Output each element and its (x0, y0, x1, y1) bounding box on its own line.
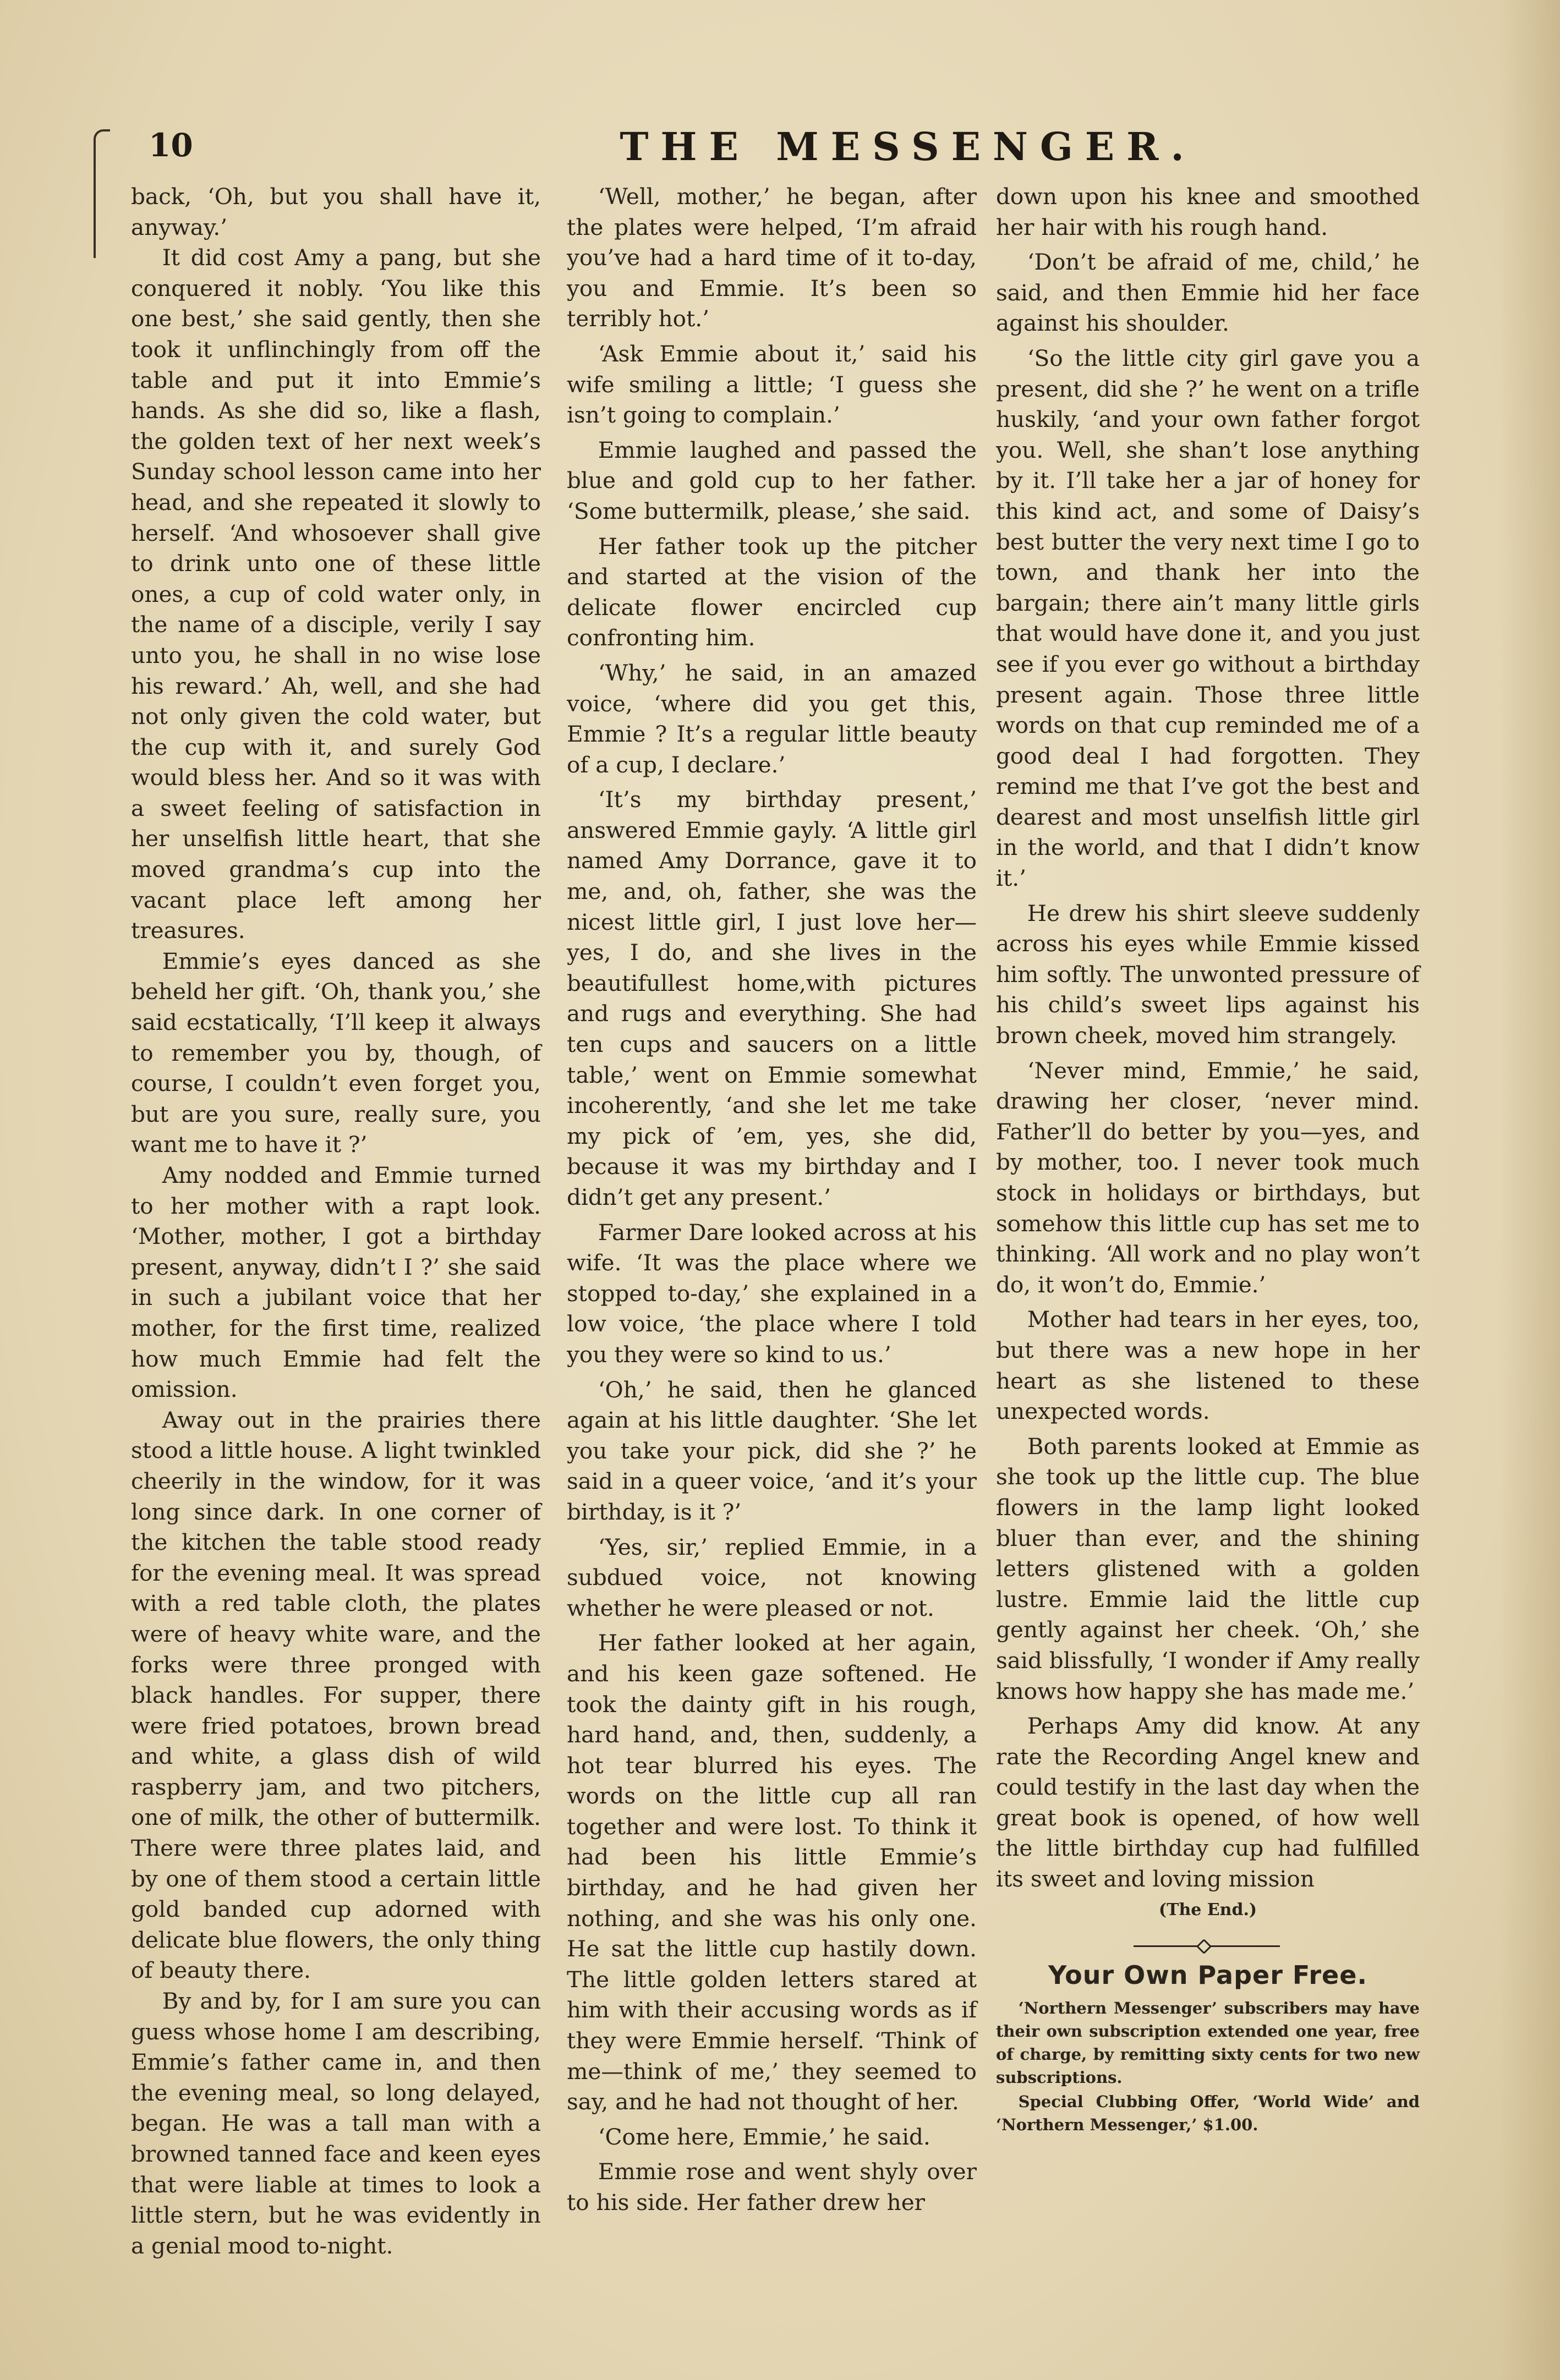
page-number: 10 (149, 127, 193, 164)
paragraph: Emmie rose and went shyly over to his side. Her father drew her (567, 2158, 977, 2216)
paragraph: Mother had tears in her eyes, too, but there was a new hope in her heart as she listened to these unexpected words. (996, 1306, 1420, 1425)
paragraph: ‘Yes, sir,’ replied Emmie, in a subdued voice, not knowing whether he were pleased or not. (567, 1533, 977, 1621)
masthead-title: THE MESSENGER. (620, 124, 1196, 169)
paragraph: ‘Ask Emmie about it,’ said his wife smiling a little; ‘I guess she isn’t going to complain.’ (567, 340, 977, 429)
paragraph: Both parents looked at Emmie as she took up the little cup. The blue flowers in the lamp light looked bluer than ever, and the shining letters glistened with a golden lustre. Emmie laid the little cup gently against her cheek. ‘Oh,’ she said blissfully, ‘I wonder if Amy really knows how happy she has made me.’ (996, 1433, 1420, 1704)
paragraph: Her father looked at her again, and his keen gaze softened. He took the dainty gift in his rough, hard hand, and, then, suddenly, a hot tear blurred his eyes. The words on the little cup all ran together and were lost. To think it had been his little Emmie’s birthday, and he had given her nothing, and she was his only one. He sat the little cup hastily down. The little golden letters stared at him with their accusing words as if they were Emmie herself. ‘Think of me—think of me,’ they seemed to say, and he had not thought of her. (567, 1630, 977, 2115)
paragraph: He drew his shirt sleeve suddenly across his eyes while Emmie kissed him softly. The unwonted pressure of his child’s sweet lips against his brown cheek, moved him strangely. (996, 900, 1420, 1049)
paragraph: Her father took up the pitcher and started at the vision of the delicate flower encircled cup confronting him. (567, 533, 977, 651)
ad-title: Your Own Paper Free. (1048, 1960, 1367, 1990)
paragraph: ‘Don’t be afraid of me, child,’ he said, and then Emmie hid her face against his shoulder. (996, 249, 1420, 337)
paragraph: Emmie laughed and passed the blue and gold cup to her father. ‘Some buttermilk, please,’ she said. (567, 436, 977, 524)
paragraph: ‘Never mind, Emmie,’ he said, drawing her closer, ‘never mind. Father’ll do better by you—yes, and by mother, too. I never took much stock in holidays or birthdays, but somehow this little cup has set me to thinking. ‘All work and no play won’t do, it won’t do, Emmie.’ (996, 1057, 1420, 1298)
paragraph: Amy nodded and Emmie turned to her mother with a rapt look. ‘Mother, mother, I got a birthday present, anyway, didn’t I ?’ she said in such a jubilant voice that her mother, for the first time, realized how much Emmie had felt the omission. (131, 1162, 541, 1403)
ad-text: ‘Northern Messenger’ subscribers may have their own subscription extended one year, free of charge, by remitting sixty cents for two new subscriptions. (996, 1998, 1420, 2087)
text-column-3 (996, 182, 1420, 2136)
paragraph: Perhaps Amy did know. At any rate the Recording Angel knew and could testify in the last day when the great book is opened, of how well the little birthday cup had fulfilled its sweet and loving mission (996, 1713, 1420, 1893)
paragraph: down upon his knee and smoothed her hair with his rough hand. (996, 183, 1420, 240)
paragraph: ‘So the little city girl gave you a present, did she ?’ he went on a trifle huskily, ‘and your own father forgot you. Well, she shan’t lose anything by it. I’ll take her a jar of honey for this kind act, and some of Daisy’s best butter the very next time I go to town, and thank her into the bargain; there ain’t many little girls that would have done it, and you just see if you ever go without a birthday present again. Those three little words on that cup reminded me of a good deal I had forgotten. They remind me that I’ve got the best and dearest and most unselfish little girl in the world, and that I didn’t know it.’ (996, 344, 1420, 892)
paragraph: ‘It’s my birthday present,’ answered Emmie gayly. ‘A little girl named Amy Dorrance, gave it to me, and, oh, father, she was the nicest little girl, I just love her—yes, I do, and she lives in the beautifullest home,with pictures and rugs and everything. She had ten cups and saucers on a little table,’ went on Emmie somewhat incoherently, ‘and she let me take my pick of ’em, yes, she did, because it was my birthday and I didn’t get any present.’ (567, 786, 977, 1210)
paragraph: Away out in the prairies there stood a little house. A light twinkled cheerily in the window, for it was long since dark. In one corner of the kitchen the table stood ready for the evening meal. It was spread with a red table cloth, the plates were of heavy white ware, and the forks were three pronged with black handles. For supper, there were fried potatoes, brown bread and white, a glass dish of wild raspberry jam, and two pitchers, one of milk, the other of buttermilk. There were three plates laid, and by one of them stood a certain little gold banded cup adorned with delicate blue flowers, the only thing of beauty there. (131, 1406, 541, 1984)
text-column-2 (567, 182, 977, 2218)
paragraph: back, ‘Oh, but you shall have it, anyway.’ (131, 183, 541, 240)
end-mark: (The End.) (1158, 1900, 1257, 1920)
rule-line-right (1209, 1945, 1280, 1947)
ornamental-rule (996, 1935, 1420, 1957)
paragraph: By and by, for I am sure you can guess whose home I am describing, Emmie’s father came in, and then the evening meal, so long delayed, began. He was a tall man with a browned tanned face and keen eyes that were liable at times to look a little stern, but he was evidently in a genial mood to-night. (131, 1988, 541, 2259)
text-column-1 (131, 182, 541, 2261)
ad-offer-text: Special Clubbing Offer, ‘World Wide’ and ‘Northern Messenger,’ $1.00. (996, 2092, 1420, 2134)
paragraph: ‘Well, mother,’ he began, after the plates were helped, ‘I’m afraid you’ve had a hard time of it to-day, you and Emmie. It’s been so terribly hot.’ (567, 183, 977, 332)
paragraph: ‘Oh,’ he said, then he glanced again at his little daughter. ‘She let you take your pick, did she ?’ he said in a queer voice, ‘and it’s your birthday, is it ?’ (567, 1376, 977, 1525)
paragraph: It did cost Amy a pang, but she conquered it nobly. ‘You like this one best,’ she said gently, then she took it unflinchingly from off the table and put it into Emmie’s hands. As she did so, like a flash, the golden text of her next week’s Sunday school lesson came into her head, and she repeated it slowly to herself. ‘And whosoever shall give to drink unto one of these little ones, a cup of cold water only, in the name of a disciple, verily I say unto you, he shall in no wise lose his reward.’ Ah, well, and she had not only given the cold water, but the cup with it, and surely God would bless her. And so it was with a sweet feeling of satisfaction in her unselfish little heart, that she moved grandma’s cup into the vacant place left among her treasures. (131, 244, 541, 944)
rule-line-left (1134, 1945, 1198, 1947)
page-edge-shadow (1499, 0, 1560, 2380)
paragraph: Emmie’s eyes danced as she beheld her gift. ‘Oh, thank you,’ she said ecstatically, ‘I’ll keep it always to remember you by, though, of course, I couldn’t even forget you, but are you sure, really sure, you want me to have it ?’ (131, 947, 541, 1158)
page-header (0, 118, 1560, 179)
paragraph: Farmer Dare looked across at his wife. ‘It was the place where we stopped to-day,’ she explained in a low voice, ‘the place where I told you they were so kind to us.’ (567, 1219, 977, 1368)
paragraph: ‘Why,’ he said, in an amazed voice, ‘where did you get this, Emmie ? It’s a regular little beauty of a cup, I declare.’ (567, 659, 977, 778)
paragraph: ‘Come here, Emmie,’ he said. (598, 2123, 930, 2150)
